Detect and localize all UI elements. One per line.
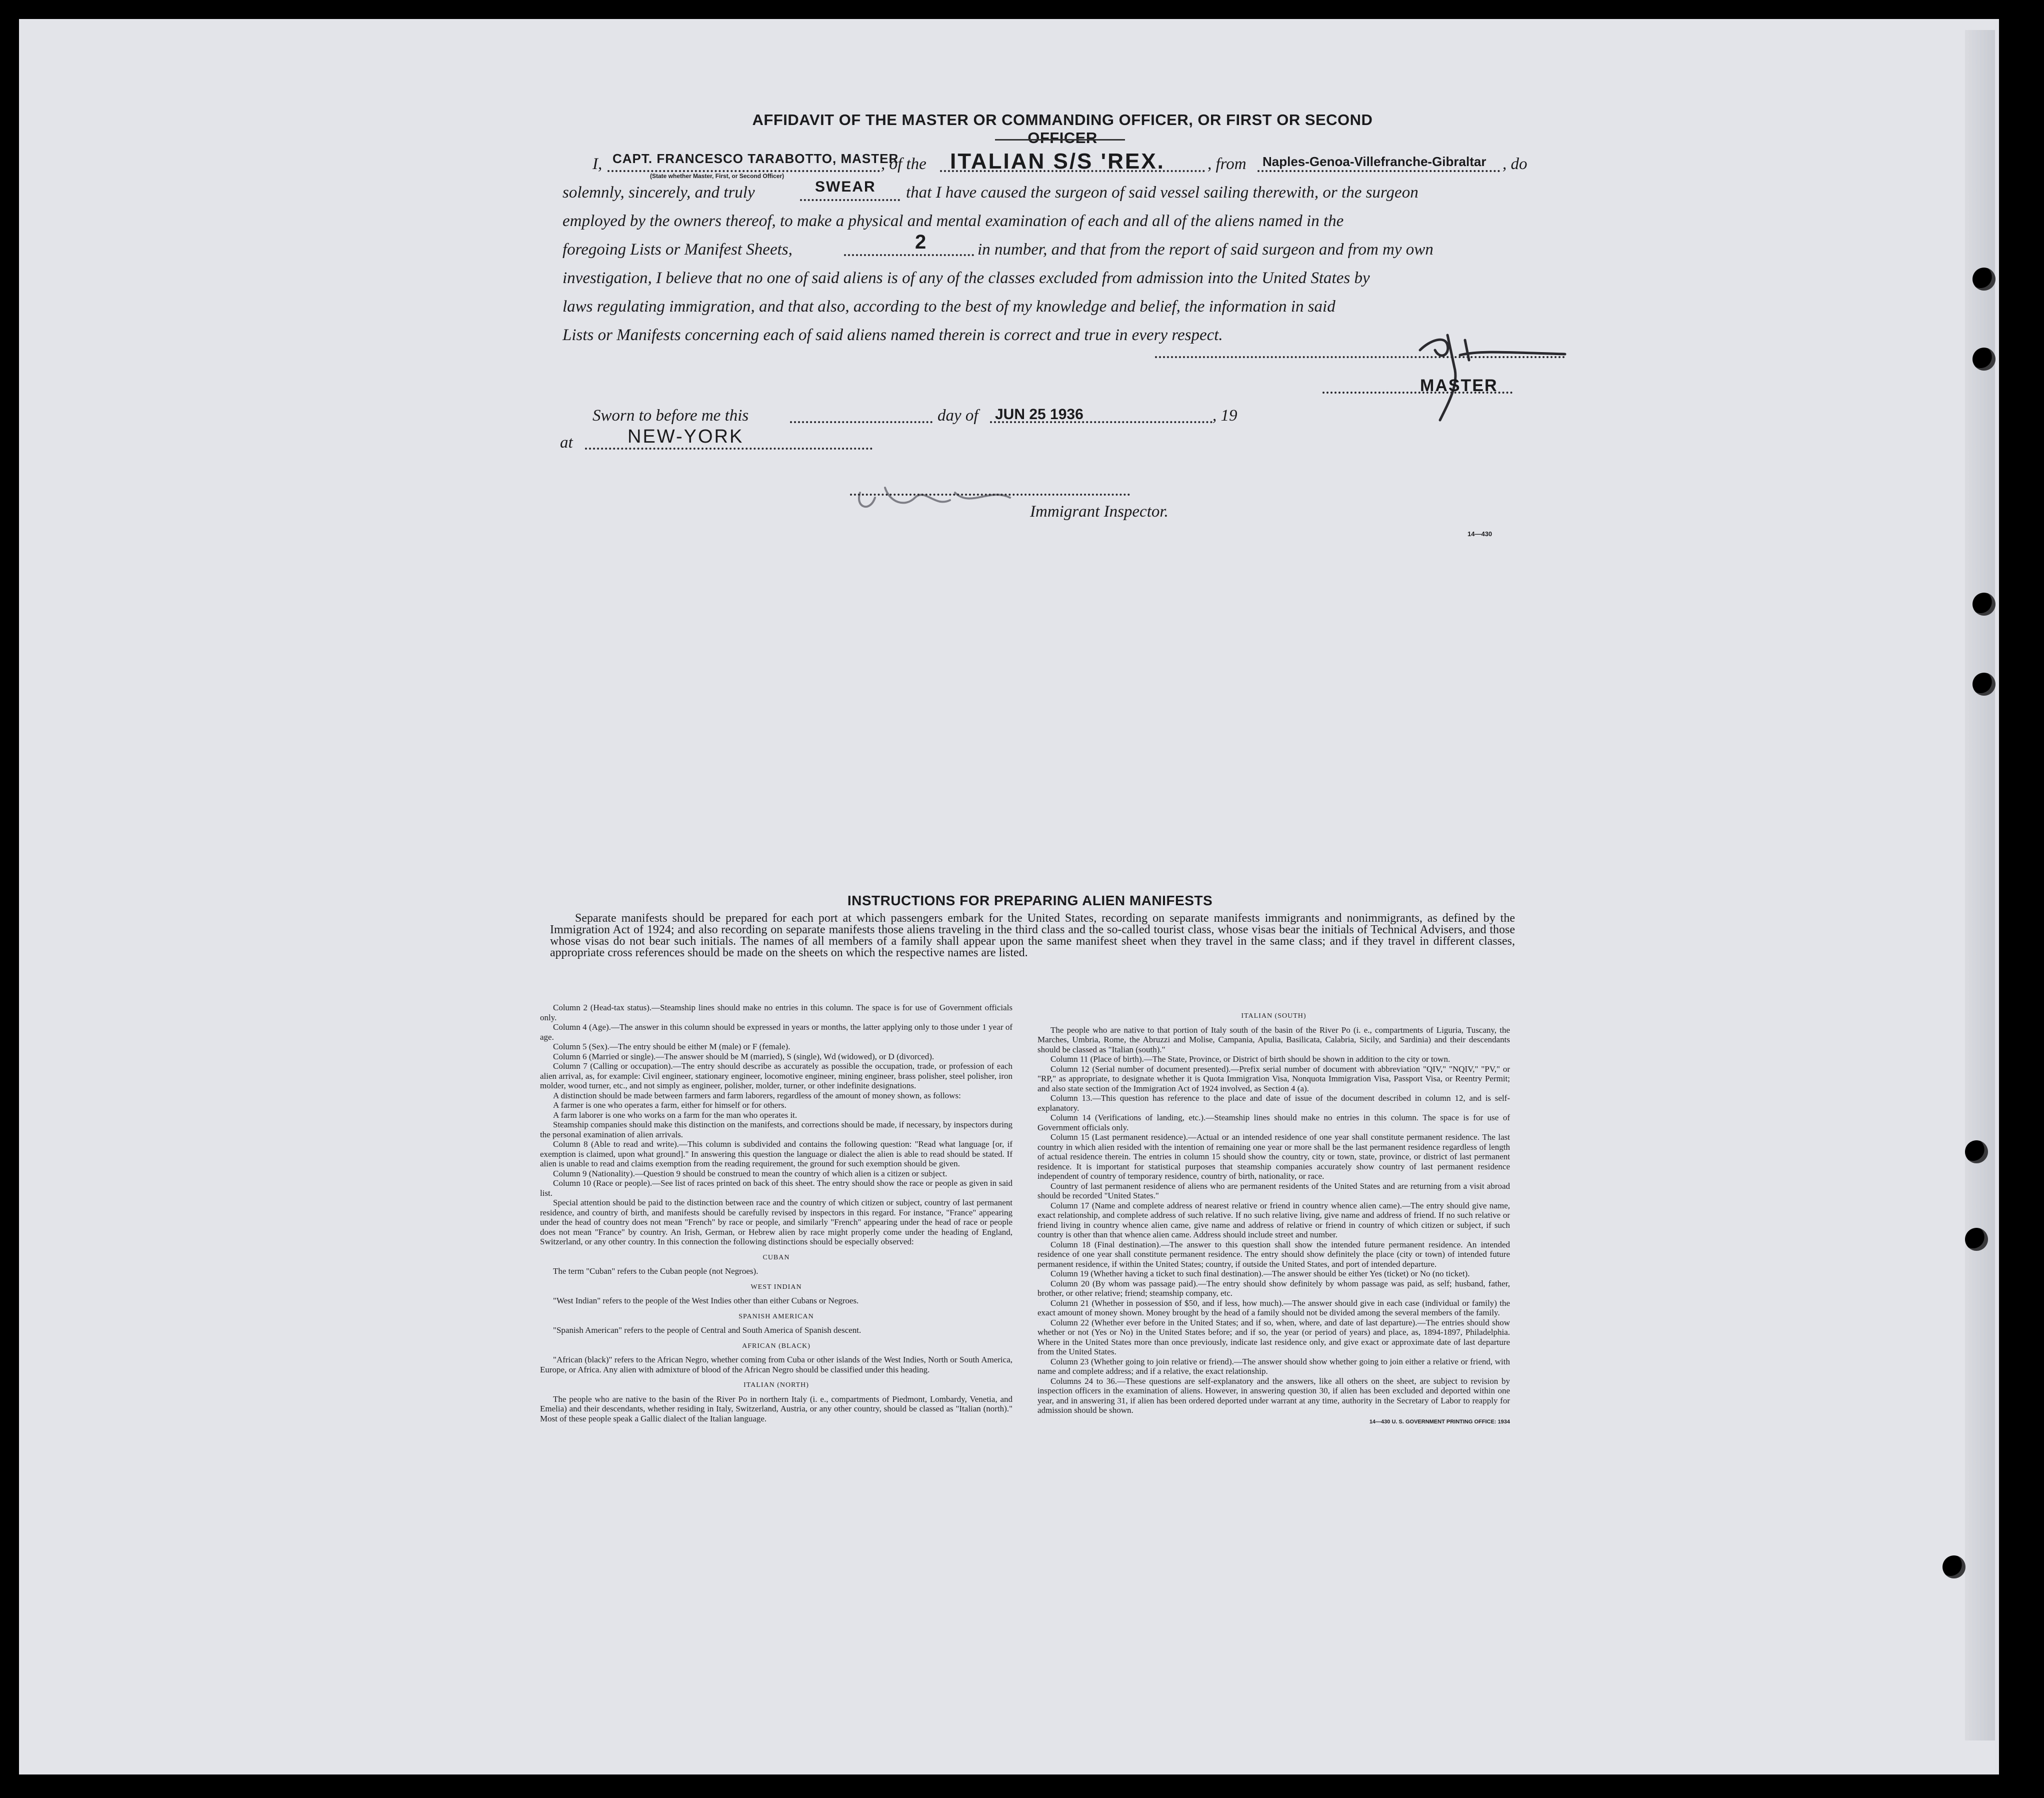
form-code: 14—430 (1468, 530, 1492, 538)
right-paragraph: Column 21 (Whether in possession of $50, and if less, how much).—The answer should give in each case (individual or family) the exact amount of money shown. Money brought by the head of a family should not be divided among the several members of the family. (1038, 1298, 1510, 1317)
section-head-italian-south: ITALIAN (SOUTH) (1241, 1012, 1306, 1020)
section-head-cuban: CUBAN (762, 1253, 790, 1261)
instructions-right-column (1038, 1005, 1510, 1427)
affidavit-line-6: laws regulating immigration, and that also, according to the best of my knowledge and belief, the information in said (562, 298, 1336, 316)
section-head-west-indian: WEST INDIAN (750, 1283, 802, 1291)
affidavit-line-7: Lists or Manifests concerning each of said aliens named therein is correct and true in every respect. (562, 326, 1223, 344)
section-text-italian-north: The people who are native to the basin of the River Po in northern Italy (i. e., compartments of Piedmont, Lombardy, Venetia, and Emelia) and their descendants, whether residing in Italy, Switzerland, Austria, or any other country, should be classed as "Italian (north)." Most of these people speak a Gallic dialect of the Italian language. (540, 1394, 1012, 1423)
swear-rule (800, 199, 900, 201)
sworn-day-rule (790, 421, 932, 423)
inspector-label: Immigrant Inspector. (1030, 503, 1168, 521)
left-paragraph: Special attention should be paid to the distinction between race and the country of which citizen or subject, country of last permanent residence, and country of birth, and manifests should be carefully revised by inspectors in this regard. For instance, "France" appearing under the head of country does not mean "French" by race or people, and similarly "French" appearing under the head of race or people does not mean "France" by country. An Irish, German, or Hebrew alien by race might properly come under the heading of England, Switzerland, or any other country. In this connection the following distinctions should be especially observed: (540, 1198, 1012, 1246)
right-paragraph: The people who are native to that portion of Italy south of the basin of the River Po (i. e., compartments of Liguria, Tuscany, the Marches, Umbria, Rome, the Abruzzi and Molise, Campania, Apulia, Basilicata, Calabria, Sicily, and Sardinia) and their descendants should be classed as "Italian (south)." (1038, 1025, 1510, 1054)
section-head-italian-north: ITALIAN (NORTH) (744, 1381, 809, 1389)
route-rule (1258, 170, 1500, 172)
right-paragraph: Column 11 (Place of birth).—The State, Province, or District of birth should be shown in addition to the city or town. (1050, 1054, 1450, 1064)
right-paragraph: Column 23 (Whether going to join relative or friend).—The answer should show whether going to join either a relative or friend, with name and complete address; and if a relative, the exact relationship. (1038, 1356, 1510, 1376)
affidavit-line-5: investigation, I believe that no one of said aliens is of any of the classes excluded from admission into the United States by (562, 269, 1370, 287)
punch-hole (1972, 593, 1996, 616)
place-value: NEW-YORK (628, 426, 744, 447)
left-paragraph: Column 2 (Head-tax status).—Steamship lines should make no entries in this column. The space is for use of Government officials only. (540, 1003, 1012, 1022)
title-divider (995, 139, 1125, 141)
printing-footer: 14—430 U. S. GOVERNMENT PRINTING OFFICE: 1934 (1369, 1418, 1510, 1425)
sheets-rule (844, 254, 974, 256)
at-label: at (560, 434, 573, 452)
left-paragraph: Column 5 (Sex).—The entry should be either M (male) or F (female). (553, 1042, 790, 1051)
inspector-rule (850, 494, 1130, 496)
punch-hole (1972, 268, 1996, 291)
left-paragraph: Column 4 (Age).—The answer in this column should be expressed in years or months, the latter applying only to those under 1 year of age. (540, 1022, 1012, 1042)
right-paragraph: Column 12 (Serial number of document presented).—Prefix serial number of document with abbreviation "QIV," "NQIV," "PV," or "RP," as appropriate, to designate whether it is Quota Immigration Visa, Nonquota Immigration Visa, Passport Visa, or Reentry Permit; and also state section of the Immigration Act of 1924 involved, as Section 4 (a). (1038, 1064, 1510, 1093)
route-stamp: Naples-Genoa-Villefranche-Gibraltar (1262, 154, 1486, 169)
right-paragraph: Column 17 (Name and complete address of nearest relative or friend in country whence alien came).—The entry should give name, exact relationship, and complete address of such relative. If no such relative living, give name and address of friend. If no such relative or friend living in country whence alien came, give name and address of relative or friend in country of which citizen or subject, if such country is other than that whence alien came. Address should include street and number. (1038, 1200, 1510, 1239)
left-paragraph: Column 10 (Race or people).—See list of races printed on back of this sheet. The entry should show the race or people as given in said list. (540, 1178, 1012, 1198)
right-paragraph: Column 20 (By whom was passage paid).—The entry should show definitely by whom passage was paid, as self; husband, father, brother, or other relative; friend; steamship company, etc. (1038, 1278, 1510, 1298)
vessel-name: ITALIAN S/S 'REX. (950, 149, 1165, 174)
affidavit-line-3: employed by the owners thereof, to make a physical and mental examination of each and all of the aliens named in the (562, 212, 1344, 230)
section-head-african: AFRICAN (BLACK) (742, 1342, 810, 1350)
master-signature (1410, 305, 1570, 435)
left-paragraph: Column 9 (Nationality).—Question 9 should be construed to mean the country of which alien is a citizen or subject. (553, 1168, 948, 1178)
affidavit-line-2a: solemnly, sincerely, and truly (562, 184, 755, 202)
right-paragraph: Column 13.—This question has reference to the place and date of issue of the document described in column 12, and is self-explanatory. (1038, 1093, 1510, 1113)
day-of-label: day of (938, 407, 978, 425)
right-paragraph: Column 15 (Last permanent residence).—Actual or an intended residence of one year shall constitute permanent residence. The last country in which alien resided with the intention of remaining one year or more shall be the last permanent residence regardless of length of actual residence therein. The entries in column 15 should show the country, city or town, state, province, or district of last permanent residence. It is important for statistical purposes that steamship companies accurately show country of last permanent residence independent of country of temporary residence, country of birth, nationality, or race. (1038, 1132, 1510, 1181)
i-prefix: I, (592, 155, 602, 173)
affidavit-line-4a: foregoing Lists or Manifest Sheets, (562, 241, 792, 259)
section-text-west-indian: "West Indian" refers to the people of the West Indies other than either Cubans or Negroes. (553, 1296, 859, 1305)
instructions-left-column (540, 1003, 1012, 1425)
right-paragraph: Country of last permanent residence of aliens who are permanent residents of the United States and are returning from a visit abroad should be recorded "United States." (1038, 1181, 1510, 1200)
punch-hole (1965, 1228, 1988, 1251)
punch-hole (1972, 348, 1996, 371)
right-paragraph: Column 14 (Verifications of landing, etc.).—Steamship lines should make no entries in this column. The space is for use of Government officials only. (1038, 1113, 1510, 1132)
left-paragraph: Column 8 (Able to read and write).—This column is subdivided and contains the following question: "Read what language [or, if exemption is claimed, upon what ground]." In answering this question the language or dialect the alien is able to read should be stated. If alien is unable to read and claims exemption from the reading requirement, the ground for such exemption should be given. (540, 1139, 1012, 1168)
swear-stamp: SWEAR (815, 179, 876, 195)
officer-name-stamp: CAPT. FRANCESCO TARABOTTO, MASTER (612, 151, 899, 166)
vessel-rule (940, 170, 1205, 172)
year-prefix: , 19 (1212, 407, 1238, 425)
officer-name-rule (608, 170, 880, 172)
sworn-label: Sworn to before me this (592, 407, 749, 425)
do-text: , do (1502, 155, 1528, 173)
affidavit-line-2b: that I have caused the surgeon of said vessel sailing therewith, or the surgeon (906, 184, 1418, 202)
from-text: , from (1208, 155, 1246, 173)
section-text-african: "African (black)" refers to the African Negro, whether coming from Cuba or other islands of the West Indies, North or South America, Europe, or Africa. Any alien with admixture of blood of the African Negro should be classified under this heading. (540, 1355, 1012, 1374)
right-paragraph: Column 18 (Final destination).—The answer to this question shall show the intended future permanent residence. An intended residence of one year shall constitute permanent residence. The entry should show definitely the place (city or town) of intended future permanent residence, if within the United States; country, if outside the United States, and port of intended departure. (1038, 1239, 1510, 1269)
punch-hole (1942, 1555, 1966, 1578)
section-text-spanish-american: "Spanish American" refers to the people of Central and South America of Spanish descent. (553, 1325, 862, 1335)
left-paragraph: A farm laborer is one who works on a farm for the man who operates it. (553, 1110, 798, 1120)
date-rule (990, 421, 1212, 423)
section-head-spanish-american: SPANISH AMERICAN (738, 1312, 814, 1320)
punch-hole (1972, 673, 1996, 696)
inspector-signature (850, 473, 1030, 523)
place-rule (585, 448, 872, 450)
left-paragraph: A farmer is one who operates a farm, either for himself or for others. (553, 1100, 786, 1110)
left-paragraph: Column 6 (Married or single).—The answer should be M (married), S (single), Wd (widowed), or D (divorced). (553, 1051, 934, 1061)
affidavit-title: AFFIDAVIT OF THE MASTER OR COMMANDING OFFICER, OR FIRST OR SECOND OFFICER (752, 111, 1373, 147)
section-text-cuban: The term "Cuban" refers to the Cuban people (not Negroes). (553, 1266, 758, 1276)
right-paragraph: Columns 24 to 36.—These questions are self-explanatory and the answers, like all others on the sheet, are subject to revision by inspection officers in the examination of aliens. However, in answering question 30, if alien has been excluded and deported within one year, and in answering 31, if alien has been ordered deported under warrant at any time, authority in the Secretary of Labor to reapply for admission should be shown. (1038, 1376, 1510, 1415)
affidavit-line-4b: in number, and that from the report of said surgeon and from my own (978, 241, 1434, 259)
left-paragraph: Steamship companies should make this distinction on the manifests, and corrections should be made, if necessary, by inspectors during the personal examination of alien arrivals. (540, 1120, 1012, 1139)
punch-hole (1965, 1140, 1988, 1163)
of-the-text: , of the (881, 155, 926, 173)
signature-rule (1155, 356, 1565, 358)
left-paragraph: A distinction should be made between farmers and farm laborers, regardless of the amount of money shown, as follows: (553, 1090, 961, 1100)
right-paragraph: Column 22 (Whether ever before in the United States; and if so, when, where, and date of last departure).—The entries should show whether or not (Yes or No) in the United States before; and if so, the year (or period of years) and place, as, 1894-1897, Philadelphia. Where in the United States more than once previously, indicate last residence only, and give exact or approximate date of last departure from the United States. (1038, 1317, 1510, 1356)
left-paragraph: Column 7 (Calling or occupation).—The entry should describe as accurately as possible the occupation, trade, or profession of each alien arrival, as, for example: Civil engineer, stationary engineer, locomotive engineer, mining engineer, brass polisher, steel polisher, iron molder, wood turner, etc., and not simply as engineer, polisher, molder, turner, or other indefinite designations. (540, 1061, 1012, 1090)
date-stamp: JUN 25 1936 (995, 406, 1084, 423)
sheets-count: 2 (915, 231, 926, 253)
instructions-title: INSTRUCTIONS FOR PREPARING ALIEN MANIFESTS (847, 893, 1213, 908)
officer-hint: (State whether Master, First, or Second Officer) (650, 173, 784, 180)
instructions-intro: Separate manifests should be prepared for each port at which passengers embark for the United States, recording on separate manifests immigrants and nonimmigrants, as defined by the Immigration Act of 1924; and also recording on separate manifests those aliens traveling in the third class and the so-called tourist class, whose visas bear the initials of Technical Advisers, and those whose visas do not bear such initials. The names of all members of a family shall appear upon the same manifest sheet when they travel in the same class; and if they travel in different classes, appropriate cross references should be made on the sheets on which the respective names are listed. (550, 912, 1515, 959)
right-paragraph: Column 19 (Whether having a ticket to such final destination).—The answer should be either Yes (ticket) or No (no ticket). (1050, 1269, 1470, 1278)
master-stamp: MASTER (1420, 376, 1498, 395)
